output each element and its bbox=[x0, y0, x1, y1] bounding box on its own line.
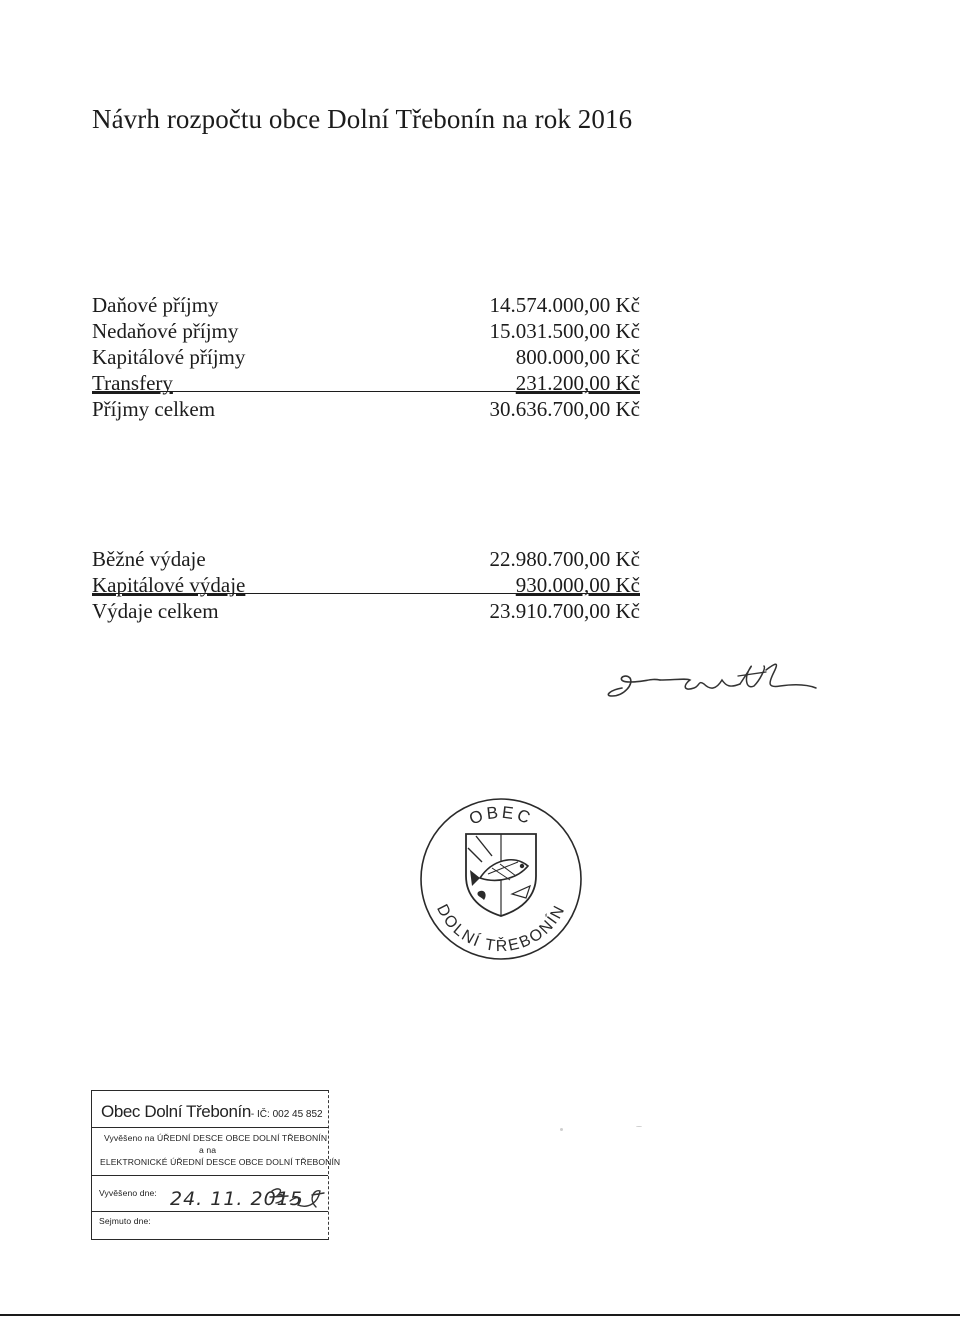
notice-divider bbox=[92, 1175, 328, 1176]
scan-artifact bbox=[636, 1126, 642, 1127]
expense-row bbox=[92, 572, 640, 598]
income-amount: 14.574.000,00 Kč bbox=[489, 293, 640, 317]
income-label: Transfery bbox=[92, 371, 173, 395]
income-total-amount: 30.636.700,00 Kč bbox=[489, 397, 640, 421]
notice-title bbox=[101, 1102, 323, 1122]
stamp-bottom-text: DOLNÍ TŘEBONÍN bbox=[433, 901, 569, 956]
notice-line-1: Vyvěšeno na ÚŘEDNÍ DESCE OBCE DOLNÍ TŘEBONÍN bbox=[104, 1133, 328, 1143]
expense-sum-rule bbox=[92, 593, 640, 594]
coat-of-arms-icon bbox=[466, 834, 536, 916]
notice-line-3: ELEKTRONICKÉ ÚŘEDNÍ DESCE OBCE DOLNÍ TŘEBONÍN bbox=[100, 1157, 341, 1167]
expense-amount: 22.980.700,00 Kč bbox=[489, 547, 640, 571]
income-sum-rule bbox=[92, 391, 640, 392]
expense-amount: 930.000,00 Kč bbox=[515, 573, 640, 597]
income-amount: 800.000,00 Kč bbox=[515, 345, 640, 369]
notice-posted-date: 24. 11. 2015 bbox=[170, 1188, 303, 1210]
income-total-label: Příjmy celkem bbox=[92, 397, 216, 421]
document-title: Návrh rozpočtu obce Dolní Třebonín na rok 2016 bbox=[92, 104, 633, 134]
municipal-stamp bbox=[418, 796, 584, 962]
notice-divider bbox=[92, 1127, 328, 1128]
income-label: Daňové příjmy bbox=[92, 293, 219, 317]
expense-total-row bbox=[92, 598, 640, 624]
page-bottom-edge bbox=[0, 1314, 960, 1316]
expense-total-label: Výdaje celkem bbox=[92, 599, 219, 623]
notice-removed-label: Sejmuto dne: bbox=[99, 1216, 151, 1226]
expense-label: Běžné výdaje bbox=[92, 547, 206, 571]
stamp-top-text: OBEC bbox=[466, 802, 536, 829]
svg-text:OBEC bbox=[467, 803, 536, 829]
notice-line-2: a na bbox=[199, 1145, 217, 1155]
expense-row bbox=[92, 546, 640, 572]
expense-label: Kapitálové výdaje bbox=[92, 573, 246, 597]
notice-municipality: Obec Dolní Třebonín bbox=[101, 1102, 251, 1121]
income-amount: 15.031.500,00 Kč bbox=[489, 319, 640, 343]
income-row bbox=[92, 370, 640, 396]
notice-divider bbox=[92, 1211, 328, 1212]
notice-board-box bbox=[91, 1090, 341, 1240]
scan-artifact bbox=[560, 1128, 563, 1131]
income-total-row bbox=[92, 396, 640, 422]
income-label: Nedaňové příjmy bbox=[92, 319, 239, 343]
expense-total-amount: 23.910.700,00 Kč bbox=[489, 599, 640, 623]
income-row bbox=[92, 318, 640, 344]
income-row bbox=[92, 344, 640, 370]
income-row bbox=[92, 292, 640, 318]
income-amount: 231.200,00 Kč bbox=[515, 371, 640, 395]
notice-posted-label: Vyvěšeno dne: bbox=[99, 1188, 157, 1198]
initials-signature bbox=[268, 1183, 326, 1213]
signature bbox=[590, 650, 830, 720]
income-label: Kapitálové příjmy bbox=[92, 345, 246, 369]
notice-ico: - IČ: 002 45 852 bbox=[250, 1109, 323, 1120]
